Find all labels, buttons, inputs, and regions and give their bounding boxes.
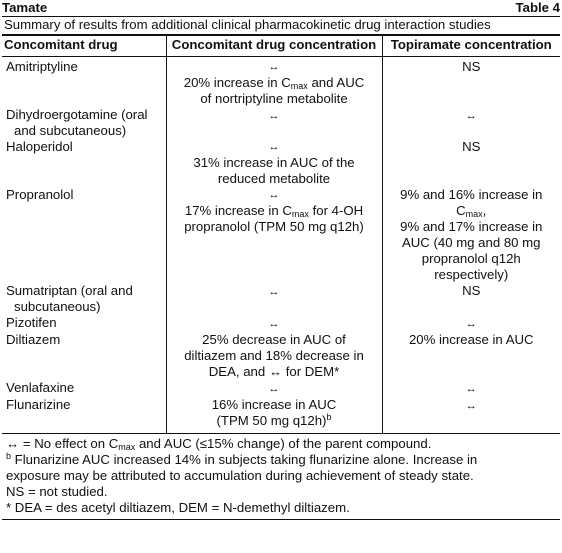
table-row [2,332,560,380]
table-header-row [2,36,560,57]
topiramate-concentration-cell [382,380,560,397]
bottom-rule [2,519,560,520]
no-effect-icon: ↔ [465,318,477,330]
topiramate-concentration-cell: NS [382,283,560,315]
footnote-abbreviations: * DEA = des acetyl diltiazem, DEM = N-demethyl diltiazem. [6,500,350,515]
topiramate-concentration-cell [382,315,560,332]
concomitant-concentration-cell [166,380,382,397]
table-row [2,283,560,315]
drug-name: Propranolol [6,187,74,202]
no-effect-icon: ↔ [268,110,280,122]
no-effect-icon: ↔ [465,383,477,395]
column-header-topiramate-concentration: Topiramate concentration [382,36,560,57]
table-row [2,380,560,397]
no-effect-icon: ↔ [268,318,280,330]
no-effect-icon: ↔ [465,110,477,122]
table-caption: Summary of results from additional clinical pharmacokinetic drug interaction studies [4,17,491,32]
footnote-ns: NS = not studied. [6,484,108,499]
concomitant-concentration-cell: ↔ 20% increase in $C_{max}$ and AUC of nortriptyline metabolite [166,57,382,108]
no-effect-icon: ↔ [268,383,280,395]
concomitant-concentration-cell: ↔ 31% increase in AUC of the reduced metabolite [166,139,382,187]
concomitant-concentration-cell [166,315,382,332]
no-effect-icon: ↔ [268,141,280,153]
table-row [2,315,560,332]
footnote-no-effect: ↔ = No effect on $C_{max}$ and AUC (≤15% change) of the parent compound. [6,436,432,452]
drug-name: Pizotifen [6,315,57,330]
drug-name: Diltiazem [6,332,61,347]
drug-name: Dihydroergotamine (oral and subcutaneous) [6,107,148,138]
drug-name: Flunarizine [6,397,71,412]
table-row [2,57,560,108]
no-effect-icon: ↔ [268,189,280,201]
concomitant-concentration-cell [166,107,382,139]
table-number: Table 4 [515,0,560,15]
concomitant-concentration-cell: 16% increase in AUC (TPM 50 mg q12h)$^b$ [166,397,382,433]
table-row [2,107,560,139]
table-row [2,187,560,283]
drug-name: Amitriptyline [6,59,78,74]
footnote-b-continued: exposure may be attributed to accumulation during achievement of steady state. [6,468,474,483]
topiramate-concentration-cell: 20% increase in AUC [382,332,560,380]
concomitant-concentration-cell [166,283,382,315]
product-name: Tamate [2,0,48,15]
topiramate-concentration-cell: NS [382,139,560,187]
drug-name: Sumatriptan (oral and subcutaneous) [6,283,133,314]
topiramate-concentration-cell: NS [382,57,560,108]
table-row [2,397,560,433]
table-header-bar [2,0,560,16]
column-header-concomitant-drug: Concomitant drug [4,37,118,52]
table-row [2,139,560,187]
topiramate-concentration-cell: 9% and 16% increase in $C_{max}$, 9% and 17% increase in AUC (40 mg and 80 mg propranolol q12h respectively) [382,187,560,283]
drug-name: Venlafaxine [6,380,75,395]
concomitant-concentration-cell: 25% decrease in AUC of diltiazem and 18% decrease in DEA, and ↔ for DEM* [166,332,382,380]
concomitant-concentration-cell: ↔ 17% increase in $C_{max}$ for 4-OH propranolol (TPM 50 mg q12h) [166,187,382,283]
topiramate-concentration-cell [382,107,560,139]
column-header-concomitant-drug-concentration: Concomitant drug concentration [166,36,382,57]
topiramate-concentration-cell [382,397,560,433]
drug-name: Haloperidol [6,139,73,154]
no-effect-icon: ↔ [268,61,280,73]
footnote-b: $^b$ Flunarizine AUC increased 14% in subjects taking flunarizine alone. Increase in [6,451,478,467]
interaction-table [2,36,560,433]
no-effect-icon: ↔ [268,286,280,298]
table-footnotes [2,433,560,516]
no-effect-icon: ↔ [465,400,477,412]
